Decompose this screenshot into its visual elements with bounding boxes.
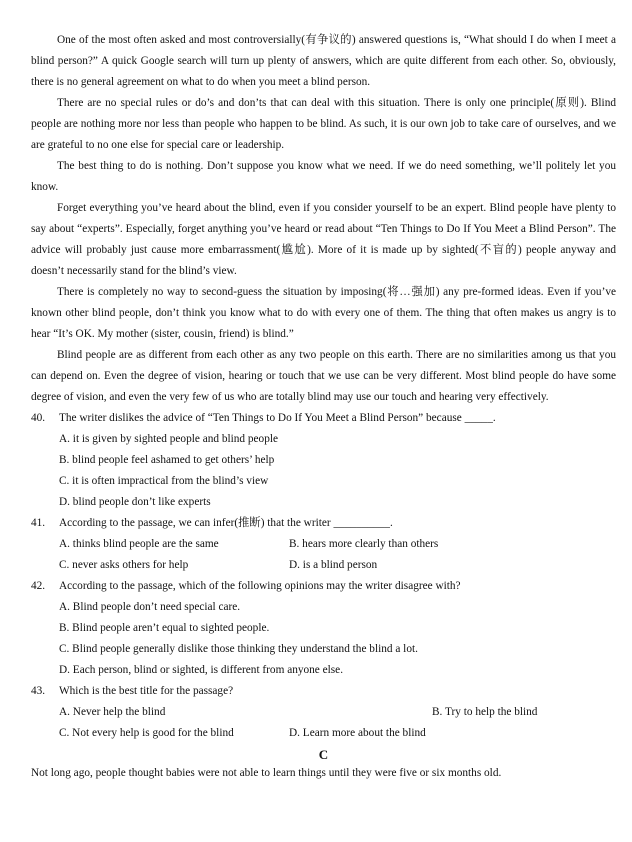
question-stem: According to the passage, we can infer(推断) that the writer __________. [59,517,393,529]
option-c: C. it is often impractical from the blind’s view [59,475,269,487]
question-42 [31,576,616,681]
question-stem: The writer dislikes the advice of “Ten Things to Do If You Meet a Blind Person” because _____. [59,412,496,424]
passage-paragraph-4: Forget everything you’ve heard about the blind, even if you consider yourself to be an expert. Blind people have plenty to say about “experts”. Especially, forget anything you’ve heard or read about “Ten Things to Do If You Meet a Blind Person”. The advice will probably just cause more embarrassment(尴尬). More of it is made up by sighted(不盲的) people anyway and doesn’t necessarily stand for the blind’s view. [31,202,616,277]
passage-paragraph-3: The best thing to do is nothing. Don’t suppose you know what we need. If we do need something, we’ll politely let you know. [31,160,616,193]
question-41 [31,513,616,576]
option-b: B. blind people feel ashamed to get others’ help [59,454,275,466]
question-number: 41. [31,517,46,529]
question-stem: According to the passage, which of the following opinions may the writer disagree with? [59,580,461,592]
passage-paragraph-6: Blind people are as different from each other as any two people on this earth. There are no similarities among us that you can depend on. Even the degree of vision, hearing or touch that we use can be very different. Most blind people do have some degree of vision, and even the very few of us who are totally blind may use our touch and hearing very effectively. [31,349,616,403]
option-a: A. it is given by sighted people and blind people [59,433,278,445]
option-b: B. hears more clearly than others [289,538,439,550]
passage-paragraph-5: There is completely no way to second-guess the situation by imposing(将…强加) any pre-formed ideas. Even if you’ve known other blind people, don’t think you know what to do with every one of them. The thing that often makes us angry is to hear “It’s OK. My mother (sister, cousin, friend) is blind.” [31,286,616,340]
section-heading: C [318,747,329,762]
option-c: C. Not every help is good for the blind [59,727,234,739]
option-d: D. is a blind person [289,559,378,571]
question-40 [31,408,616,513]
passage-paragraph-1: One of the most often asked and most controversially(有争议的) answered questions is, “What should I do when I meet a blind person?” A quick Google search will turn up plenty of answers, which are quite different from each other. So, obviously, there is no general agreement on what to do when you meet a blind person. [31,34,616,88]
question-number: 42. [31,580,46,592]
question-stem: Which is the best title for the passage? [59,685,234,697]
question-number: 40. [31,412,46,424]
option-a: A. thinks blind people are the same [59,538,219,550]
option-d: D. Learn more about the blind [289,727,426,739]
option-d: D. Each person, blind or sighted, is different from anyone else. [59,664,344,676]
option-c: C. never asks others for help [59,559,189,571]
question-number: 43. [31,685,46,697]
option-d: D. blind people don’t like experts [59,496,211,508]
passage-paragraph-2: There are no special rules or do’s and don’ts that can deal with this situation. There is only one principle(原则). Blind people are nothing more nor less than people who happen to be blind. As such, it is our own job to take care of ourselves, and we are grateful to no one else for special care or leadership. [31,97,616,151]
next-passage-first-line: Not long ago, people thought babies were not able to learn things until they were five or six months old. [31,767,502,779]
option-b: B. Try to help the blind [432,706,538,718]
option-a: A. Never help the blind [59,706,166,718]
question-43 [31,681,616,744]
option-c: C. Blind people generally dislike those thinking they understand the blind a lot. [59,643,418,655]
option-a: A. Blind people don’t need special care. [59,601,241,613]
option-b: B. Blind people aren’t equal to sighted people. [59,622,270,634]
